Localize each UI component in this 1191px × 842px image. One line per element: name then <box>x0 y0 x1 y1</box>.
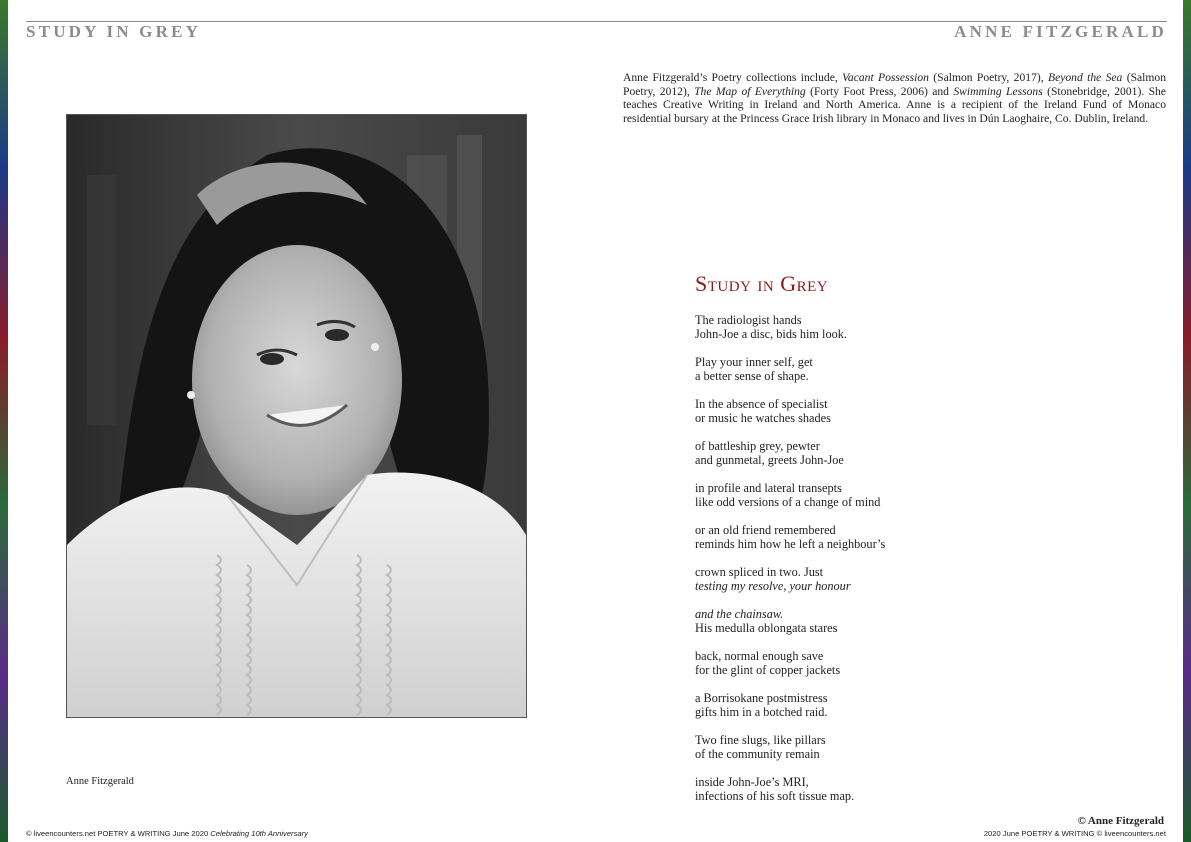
magazine-page <box>8 0 1183 842</box>
book-title: Beyond the Sea <box>1047 71 1123 84</box>
book-title: The Map of Everything <box>694 84 806 98</box>
poem-stanza: or an old friend remembered reminds him how he left a neighbour’s <box>695 523 886 551</box>
author-header: ANNE FITZGERALD <box>954 22 1167 41</box>
photo-caption: Anne Fitzgerald <box>66 776 134 787</box>
poem-stanza: The radiologist hands John-Joe a disc, bids him look. <box>695 313 847 341</box>
poem-stanza: Two fine slugs, like pillars of the community remain <box>695 733 826 761</box>
author-portrait <box>66 114 527 718</box>
section-title: STUDY IN GREY <box>26 22 202 41</box>
poem-stanza: a Borrisokane postmistress gifts him in a botched raid. <box>695 691 828 719</box>
footer-left: © liveencounters.net POETRY & WRITING June 2020 Celebrating 10th Anniversary <box>26 829 308 838</box>
book-title: Vacant Possession <box>842 71 929 84</box>
poem-stanza: inside John-Joe’s MRI, infections of his soft tissue map. <box>695 775 855 803</box>
poem-body <box>695 313 1025 817</box>
poem-stanza: back, normal enough save for the glint of copper jackets <box>695 649 841 677</box>
poem-stanza: Play your inner self, get a better sense of shape. <box>695 355 813 383</box>
footer-right: 2020 June POETRY & WRITING © liveencounters.net <box>983 829 1166 838</box>
author-bio: Anne Fitzgerald’s Poetry collections include, Vacant Possession (Salmon Poetry, 2017), Beyond the Sea (Salmon Poetry, 2012), The Map of Everything (Forty Foot Press, 2006) and Swimming Lessons (Stonebridge, 2001). She teaches Creative Writing in Ireland and North America. Anne is a recipient of the Ireland Fund of Monaco residential bursary at the Princess Grace Irish library in Monaco and lives in Dún Laoghaire, Co. Dublin, Ireland. <box>623 71 1166 125</box>
poem-stanza: and the chainsaw. His medulla oblongata stares <box>695 607 838 635</box>
poem-stanza: of battleship grey, pewter and gunmetal, greets John-Joe <box>695 439 844 467</box>
poem-stanza: crown spliced in two. Just testing my resolve, your honour <box>695 565 851 593</box>
poem-stanza: in profile and lateral transepts like odd versions of a change of mind <box>695 481 881 509</box>
book-title: Swimming Lessons <box>953 84 1043 98</box>
poem-title: Study in Grey <box>695 271 829 296</box>
poem-stanza: In the absence of specialist or music he watches shades <box>695 397 831 425</box>
poem-copyright: © Anne Fitzgerald <box>1077 815 1164 827</box>
